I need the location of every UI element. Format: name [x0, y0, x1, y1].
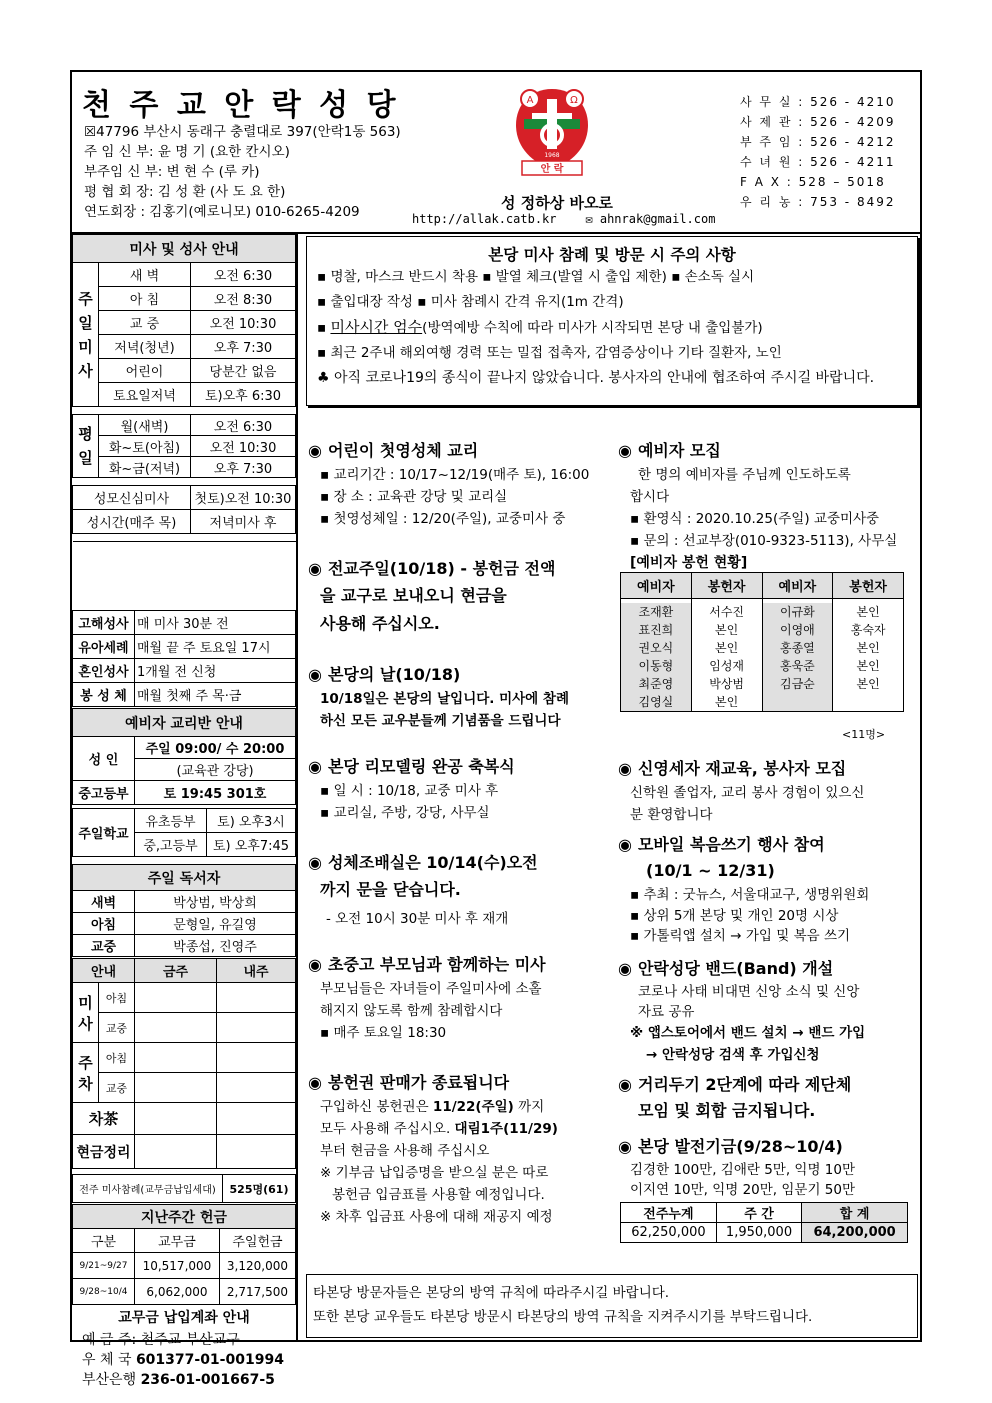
table-cell: 표진희 [638, 622, 674, 637]
section-line: ▪ 일 시 : 10/18, 교중 미사 후 [320, 783, 499, 799]
guide-main: 교중 [99, 1073, 135, 1103]
offering-sunday: 3,120,000 [219, 1253, 295, 1279]
section-line: 모임 및 회합 금지됩니다. [638, 1101, 816, 1120]
contact-fax: F A X : 528 – 5018 [740, 175, 886, 189]
sacrament-info: 매 미사 30분 전 [135, 611, 296, 635]
section-line: ▪ 가톨릭앱 설치 → 가입 및 복음 쓰기 [630, 928, 851, 944]
mass-time: 오후 7:30 [191, 335, 296, 359]
bullet-icon: ◉ [618, 835, 632, 854]
table-cell: 이규화 [779, 604, 815, 619]
mass-time: 오전 10:30 [191, 311, 296, 335]
section-parish-day [308, 662, 608, 732]
section-title: 예비자 모집 [637, 441, 721, 460]
mass-name: 어린이 [99, 359, 191, 383]
table-cell: 본인 [856, 658, 880, 673]
elem-label: 유초등부 [135, 809, 207, 833]
section-title: 모바일 복음쓰기 행사 참여 [637, 835, 825, 854]
table-head: 예비자 [621, 573, 692, 599]
sacrament-info: 매월 끝 주 토요일 17시 [135, 635, 296, 659]
mass-time: 오후 7:30 [191, 457, 296, 478]
mass-name: 새 벽 [99, 263, 191, 287]
account-title: 교무금 납입계좌 안내 [118, 1310, 250, 1326]
account-info [72, 1306, 296, 1390]
guide-head: 안내 [73, 959, 135, 983]
extra-mass-name: 성모신심미사 [73, 486, 191, 510]
offering-head: 구분 [73, 1229, 135, 1253]
guide-mass-label: 미 사 [73, 983, 99, 1043]
section-reeducation [618, 756, 918, 826]
elem-time: 토) 오후3시 [207, 809, 296, 833]
section-title: 전교주일(10/18) - 봉헌금 전액 [327, 559, 556, 578]
attendance-value: 525명(61) [223, 1175, 296, 1203]
section-line: 봉헌금 입금표를 사용할 예정입니다. [332, 1187, 545, 1203]
section-family-mass [308, 952, 608, 1044]
section-line: 해지지 않도록 함께 참례합시다 [320, 1003, 503, 1019]
mass-time: 오전 8:30 [191, 287, 296, 311]
middle-label: 중고등부 [73, 781, 135, 805]
guide-duty [72, 958, 296, 1169]
section-title: 신영세자 재교육, 봉사자 모집 [637, 759, 847, 778]
fund-head: 주 간 [716, 1203, 801, 1223]
section-line: 을 교구로 보내오니 현금을 [320, 586, 507, 605]
contact-assistant: 부 주 임 : 526 - 4212 [740, 135, 896, 149]
section-line: 이지연 10만, 익명 20만, 임문기 50만 [630, 1182, 856, 1198]
section-line: → 안락성당 검색 후 가입신청 [646, 1047, 820, 1063]
section-line: ※ 앱스토어에서 밴드 설치 → 밴드 가입 [630, 1025, 866, 1041]
council-president: 평 협 회 장: 김 성 환 (사 도 요 한) [84, 184, 286, 200]
fund-weekly: 1,950,000 [716, 1223, 801, 1243]
table-cell: 본인 [856, 604, 880, 619]
web-links [412, 212, 715, 226]
bottom-notice-line: 또한 본당 교우들도 타본당 방문시 타본당의 방역 규칙을 지켜주시기를 부탁드립니다. [313, 1309, 813, 1325]
extra-mass-name: 성시간(매주 목) [73, 510, 191, 534]
logo-year: 1968 [544, 152, 560, 159]
mass-title: 미사 및 성사 안내 [73, 235, 296, 263]
offering-dues: 10,517,000 [135, 1253, 220, 1279]
section-title: 안락성당 밴드(Band) 개설 [637, 959, 834, 978]
section-line: 한 명의 예비자를 주님께 인도하도록 [638, 467, 851, 483]
bullet-icon: ◉ [618, 759, 632, 778]
table-cell: 홍종열 [779, 640, 815, 655]
account-post [72, 1350, 296, 1370]
header [72, 72, 920, 232]
parish-logo-icon [502, 77, 602, 177]
section-line: ▪ 상위 5개 본당 및 개인 20명 시상 [630, 908, 839, 924]
guide-head: 금주 [135, 959, 217, 983]
sacraments [72, 610, 296, 707]
guide-cash: 현금정리 [73, 1135, 135, 1169]
table-cell: 이영애 [779, 622, 815, 637]
catechumen-table [620, 572, 904, 712]
reader-names: 문형일, 유길영 [135, 913, 296, 935]
bullet-icon: ◉ [308, 1073, 322, 1092]
offering-period: 9/21~9/27 [73, 1253, 135, 1279]
section-line: 까지 문을 닫습니다. [320, 880, 461, 899]
sacrament-info: 1개월 전 신청 [135, 659, 296, 683]
section-line: 부모님들은 자녀들이 주일미사에 소홀 [320, 981, 542, 997]
table-cell: 권오식 [638, 640, 674, 655]
adult-label: 성 인 [73, 737, 135, 781]
table-cell [763, 693, 833, 711]
table-cell [833, 693, 903, 711]
table-head: 봉헌자 [833, 573, 904, 599]
section-line: 구입하신 봉헌권은 11/22(주일) 까지 [320, 1099, 545, 1115]
table-cell: 이동형 [638, 658, 674, 673]
section-line: (10/1 ~ 12/31) [646, 861, 775, 880]
bulletin-page [70, 70, 922, 1388]
section-line: 하신 모든 교우분들께 기념품을 드립니다 [320, 713, 561, 729]
fund-table [620, 1202, 908, 1243]
section-line: 코로나 사태 비대면 신앙 소식 및 신앙 [638, 984, 860, 1000]
page-title: 천 주 교 안 락 성 당 [82, 88, 400, 123]
bottom-notice-box [306, 1274, 918, 1338]
contact-woorinong: 우 리 농 : 753 - 8492 [740, 195, 896, 209]
bullet-icon: ◉ [308, 441, 322, 460]
address: ☒47796 부산시 동래구 충렬대로 397(안락1동 563) [84, 124, 401, 140]
section-line: 신학원 졸업자, 교리 봉사 경험이 있으신 [630, 785, 865, 801]
section-band [618, 956, 918, 1066]
sacrament-name: 혼인성사 [73, 659, 135, 683]
offering-summary [72, 1204, 296, 1305]
guide-morning: 아침 [99, 983, 135, 1013]
bullet-icon: ◉ [618, 441, 632, 460]
section-title: 거리두기 2단계에 따라 제단체 [637, 1075, 852, 1094]
mass-name: 월(새벽) [99, 415, 191, 436]
section-line: 분 환영합니다 [630, 807, 713, 823]
guide-head: 내주 [217, 959, 296, 983]
section-title: 봉헌권 판매가 종료됩니다 [327, 1073, 510, 1092]
section-line: 합시다 [630, 489, 670, 505]
section-remodeling [308, 754, 608, 824]
table-head: 봉헌자 [691, 573, 762, 599]
bullet-icon: ◉ [308, 665, 322, 684]
mass-name: 화~토(아침) [99, 436, 191, 457]
table-cell: 김영실 [638, 694, 674, 709]
guide-tea: 차茶 [73, 1103, 135, 1135]
table-cell: 본인 [856, 676, 880, 691]
reader-names: 박상범, 박상희 [135, 891, 296, 913]
mass-schedule [72, 234, 296, 542]
bullet-icon: ◉ [308, 559, 322, 578]
logo-text: 안 락 [540, 164, 564, 175]
reader-mass: 새벽 [73, 891, 135, 913]
adult-time: 주일 09:00/ 수 20:00 [135, 737, 296, 759]
contact-office: 사 무 실 : 526 - 4210 [740, 95, 896, 109]
offering-title: 지난주간 헌금 [73, 1205, 296, 1229]
catechumen-count: <11명> [842, 728, 886, 741]
section-title: 어린이 첫영성체 교리 [327, 441, 479, 460]
readers-title: 주일 독서자 [73, 865, 296, 891]
sponsor-names [833, 603, 904, 712]
bullet-icon: ◉ [308, 955, 322, 974]
table-cell: 최준영 [638, 676, 674, 691]
sunday-school-label: 주일학교 [73, 809, 135, 857]
sponsor-names [691, 603, 762, 712]
table-cell: 서수진 [709, 604, 745, 619]
section-line: ▪ 환영식 : 2020.10.25(주일) 교중미사중 [630, 511, 880, 527]
table-cell: 홍욱준 [779, 658, 815, 673]
mass-time: 토)오후 6:30 [191, 383, 296, 407]
section-line: 김경한 100만, 김애란 5만, 익명 10만 [630, 1162, 856, 1178]
left-column [72, 234, 298, 1388]
section-title: 성체조배실은 10/14(수)오전 [327, 853, 538, 872]
section-line: 사용해 주십시오. [320, 614, 440, 633]
section-mobile-gospel [618, 832, 918, 946]
section-distancing [618, 1072, 918, 1124]
catechumen-class [72, 708, 296, 857]
guide-main: 교중 [99, 1013, 135, 1043]
section-line: ▪ 문의 : 선교부장(010-9323-5113), 사무실 [630, 533, 898, 549]
section-title: 본당 발전기금(9/28~10/4) [637, 1137, 843, 1156]
mass-time: 당분간 없음 [191, 359, 296, 383]
table-cell: 본인 [715, 694, 739, 709]
section-line: 부터 현금을 사용해 주십시오 [320, 1143, 490, 1159]
patron-saint: 성 정하상 바오로 [501, 194, 613, 212]
notice-line: ▪ 미사시간 엄수(방역예방 수칙에 따라 미사가 시작되면 본당 내 출입불가) [317, 318, 763, 336]
section-line: ▪ 추최 : 굿뉴스, 서울대교구, 생명위원회 [630, 887, 870, 903]
section-offering-ticket [308, 1070, 608, 1228]
catechumen-title: 예비자 교리반 안내 [73, 709, 296, 737]
email-link[interactable]: ✉ ahnrak@gmail.com [585, 212, 716, 226]
table-cell: 임성재 [709, 658, 745, 673]
reader-mass: 교중 [73, 935, 135, 957]
hs-time: 토) 오후7:45 [207, 833, 296, 857]
mass-time: 오전 6:30 [191, 263, 296, 287]
pastor: 주 임 신 부: 윤 명 기 (요한 칸시오) [84, 144, 290, 160]
account-bank: 우 체 국 [82, 1352, 132, 1368]
table-cell: 박상범 [709, 676, 745, 691]
section-line: ▪ 매주 토요일 18:30 [320, 1025, 447, 1041]
sacrament-name: 고해성사 [73, 611, 135, 635]
attendance-label: 전주 미사참례(교무금납입세대) [73, 1175, 223, 1203]
sunday-readers [72, 864, 296, 957]
fund-head: 합 계 [802, 1203, 908, 1223]
section-title: 초중고 부모님과 함께하는 미사 [327, 955, 546, 974]
account-busan [72, 1370, 296, 1390]
bullet-icon: ◉ [618, 1137, 632, 1156]
fund-head: 전주누계 [621, 1203, 717, 1223]
section-development-fund [618, 1134, 918, 1200]
hs-label: 중,고등부 [135, 833, 207, 857]
adult-place: (교육관 강당) [135, 759, 296, 781]
guide-morning: 아침 [99, 1043, 135, 1073]
section-catechumen-recruit [618, 438, 918, 574]
section-line: ▪ 교리기간 : 10/17~12/19(매주 토), 16:00 [320, 467, 590, 483]
catechumen-names [762, 603, 833, 712]
offering-period: 9/28~10/4 [73, 1279, 135, 1305]
table-cell: 김금순 [779, 676, 815, 691]
catechumen-names [621, 603, 692, 712]
offering-head: 주일헌금 [219, 1229, 295, 1253]
offering-sunday: 2,717,500 [219, 1279, 295, 1305]
middle-time: 토 19:45 301호 [135, 781, 296, 805]
sunday-mass-label: 주 일 미 사 [73, 263, 99, 407]
bottom-notice-line: 타본당 방문자들은 본당의 방역 규칙에 따라주시길 바랍니다. [313, 1285, 670, 1301]
contact-list [740, 92, 895, 212]
account-bank: 부산은행 [82, 1372, 137, 1388]
section-adoration-room [308, 850, 608, 930]
mass-name: 아 침 [99, 287, 191, 311]
section-line: ▪ 첫영성체일 : 12/20(주일), 교중미사 중 [320, 511, 566, 527]
notice-line: ▪ 명찰, 마스크 반드시 착용 ▪ 발열 체크(발열 시 출입 제한) ▪ 손소독 실시 [317, 269, 755, 285]
extra-mass-time: 첫토)오전 10:30 [191, 486, 296, 510]
table-cell: 본인 [715, 640, 739, 655]
notice-line: ♣ 아직 코로나19의 종식이 끝나지 않았습니다. 봉사자의 안내에 협조하여 주시길 바랍니다. [317, 370, 875, 386]
offering-head: 교무금 [135, 1229, 220, 1253]
notice-emphasis: 미사시간 엄수 [330, 318, 423, 336]
guide-parking-label: 주 차 [73, 1043, 99, 1103]
logo-alpha: A [526, 95, 534, 106]
attendance [72, 1174, 296, 1203]
section-line: 자료 공유 [638, 1004, 695, 1020]
section-line: - 오전 10시 30분 미사 후 재개 [326, 911, 509, 927]
notice-detail: (방역예방 수칙에 따라 미사가 시작되면 본당 내 출입불가) [422, 320, 763, 336]
section-line: ▪ 교리실, 주방, 강당, 사무실 [320, 805, 490, 821]
fund-cumulative: 62,250,000 [621, 1223, 717, 1243]
section-mission-sunday [308, 556, 608, 638]
mass-time: 오전 10:30 [191, 436, 296, 457]
assistant-pastor: 부주임 신 부: 변 현 수 (루 카) [84, 164, 260, 180]
table-cell: 조재환 [638, 604, 674, 619]
section-line: ▪ 장 소 : 교육관 강당 및 교리실 [320, 489, 508, 505]
covid-notice-box [306, 236, 918, 406]
section-line: 모두 사용해 주십시오. 대림1주(11/29) [320, 1121, 558, 1137]
section-line: ※ 차후 입금표 사용에 대해 재공지 예정 [320, 1209, 553, 1225]
sacrament-name: 유아세례 [73, 635, 135, 659]
section-title: 본당 리모델링 완공 축복식 [327, 757, 515, 776]
offering-dues: 6,062,000 [135, 1279, 220, 1305]
liaison: 연도회장 : 김홍기(예로니모) 010-6265-4209 [84, 204, 360, 220]
notice-line: ▪ 최근 2주내 해외여행 경력 또는 밀접 접촉자, 감염증상이나 기타 질환자, 노인 [317, 345, 782, 361]
mass-name: 토요일저녁 [99, 383, 191, 407]
section-title: 본당의 날(10/18) [327, 665, 461, 684]
website-link[interactable]: http://allak.catb.kr [412, 212, 557, 226]
account-number: 601377-01-001994 [135, 1352, 284, 1368]
account-holder: 예 금 주: 천주교 부산교구 [82, 1332, 240, 1348]
extra-mass-time: 저녁미사 후 [191, 510, 296, 534]
notice-line: ▪ 출입대장 작성 ▪ 미사 참례시 간격 유지(1m 간격) [317, 294, 624, 310]
fund-total: 64,200,000 [802, 1223, 908, 1243]
logo-omega: Ω [570, 95, 578, 106]
bullet-icon: ◉ [618, 1075, 632, 1094]
bullet-icon: ◉ [308, 853, 322, 872]
reader-mass: 아침 [73, 913, 135, 935]
table-head: 예비자 [762, 573, 833, 599]
account-number: 236-01-001667-5 [140, 1372, 275, 1388]
section-line: 10/18일은 본당의 날입니다. 미사에 참례 [320, 691, 570, 707]
table-cell: 본인 [856, 640, 880, 655]
mass-name: 교 중 [99, 311, 191, 335]
mass-name: 저녁(청년) [99, 335, 191, 359]
bullet-icon: ◉ [308, 757, 322, 776]
sacrament-info: 매월 첫째 주 목·금 [135, 683, 296, 707]
section-first-communion [308, 438, 608, 530]
bullet-icon: ◉ [618, 959, 632, 978]
sacrament-name: 봉 성 체 [73, 683, 135, 707]
section-subtitle: [예비자 봉헌 현황] [630, 555, 748, 571]
table-cell: 홍숙자 [850, 622, 886, 637]
weekday-mass-label: 평 일 [73, 415, 99, 478]
table-cell: 본인 [715, 622, 739, 637]
contact-convent: 수 녀 원 : 526 - 4211 [740, 155, 896, 169]
mass-name: 화~금(저녁) [99, 457, 191, 478]
contact-rectory: 사 제 관 : 526 - 4209 [740, 115, 896, 129]
section-line: ※ 기부금 납입증명을 받으실 분은 따로 [320, 1165, 549, 1181]
notice-title: 본당 미사 참례 및 방문 시 주의 사항 [488, 246, 736, 264]
reader-names: 박종섭, 진영주 [135, 935, 296, 957]
mass-time: 오전 6:30 [191, 415, 296, 436]
